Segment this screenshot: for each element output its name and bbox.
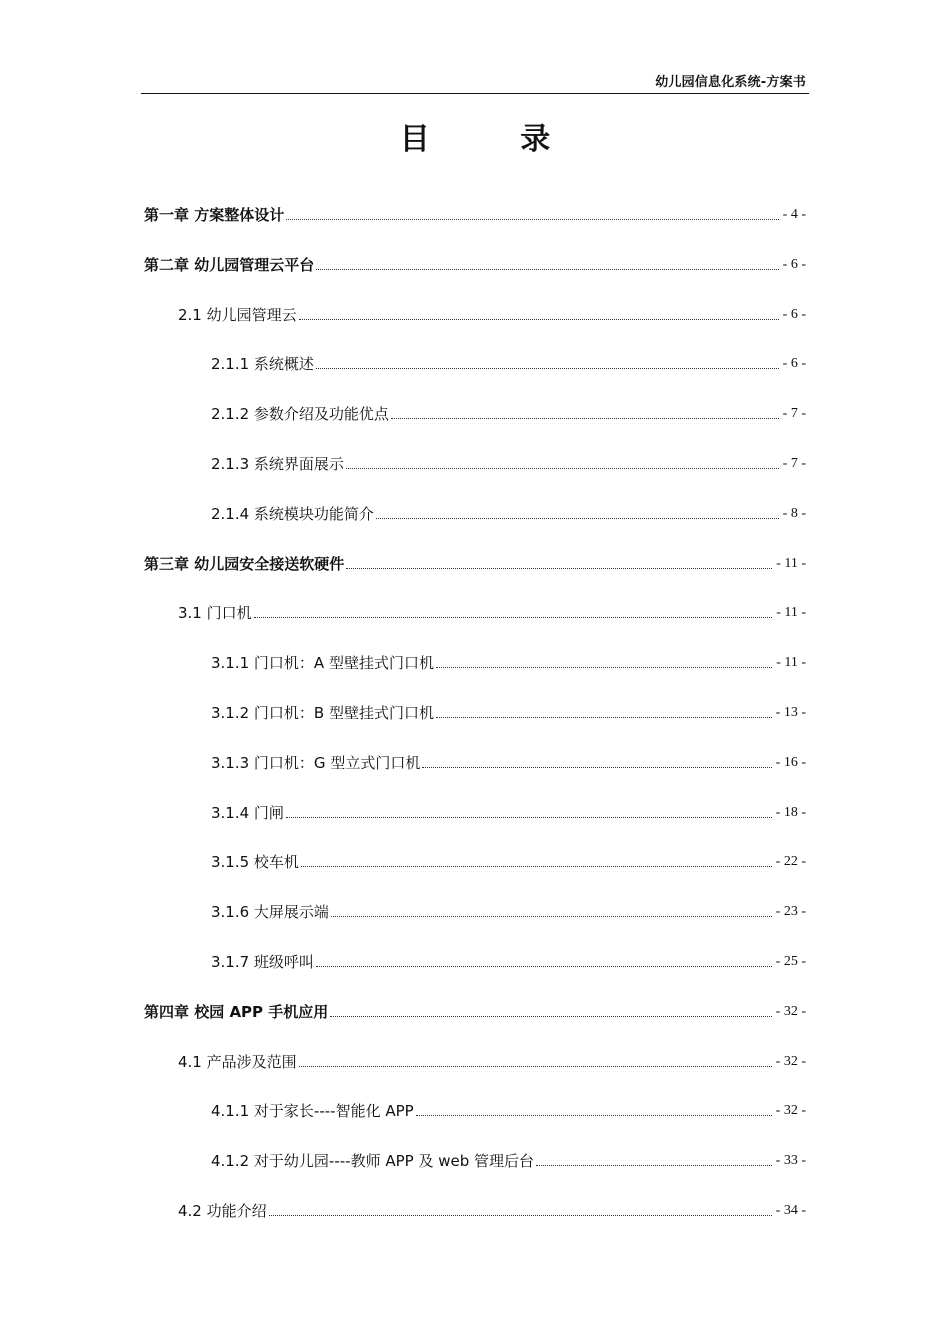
toc-entry-label: 第二章 幼儿园管理云平台	[144, 256, 315, 274]
toc-entry-label: 第一章 方案整体设计	[144, 206, 285, 224]
toc-dot-leader	[436, 717, 772, 718]
toc-entry[interactable]	[178, 1197, 806, 1221]
toc-entry-label: 3.1.7 班级呼叫	[211, 953, 314, 971]
toc-entry-label: 2.1.2 参数介绍及功能优点	[211, 405, 389, 423]
toc-page-number: - 11 -	[776, 605, 806, 620]
toc-page-number: - 8 -	[782, 506, 806, 521]
toc-entry[interactable]	[144, 201, 806, 225]
toc-entry-label: 2.1.1 系统概述	[211, 355, 314, 373]
toc-entry-label: 3.1 门口机	[178, 604, 252, 622]
page-title: 目 录	[399, 122, 591, 157]
toc-entry[interactable]	[211, 799, 806, 823]
toc-page-number: - 18 -	[775, 805, 806, 820]
toc-dot-leader	[286, 219, 778, 220]
toc-page-number: - 23 -	[775, 904, 806, 919]
toc-entry[interactable]	[211, 350, 806, 374]
toc-entry-label: 4.2 功能介绍	[178, 1202, 267, 1220]
toc-entry[interactable]	[211, 848, 806, 872]
toc-entry[interactable]	[178, 301, 806, 325]
toc-page-number: - 25 -	[775, 954, 806, 969]
toc-page-number: - 7 -	[782, 456, 806, 471]
toc-dot-leader	[316, 269, 778, 270]
toc-dot-leader	[301, 866, 772, 867]
toc-entry-label: 3.1.2 门口机：B 型壁挂式门口机	[211, 704, 434, 722]
toc-entry[interactable]	[211, 948, 806, 972]
running-header: 幼儿园信息化系统-方案书	[655, 75, 806, 90]
toc-entry[interactable]	[178, 599, 806, 623]
toc-entry-label: 第四章 校园 APP 手机应用	[144, 1003, 329, 1021]
toc-dot-leader	[376, 518, 779, 519]
toc-page-number: - 4 -	[782, 207, 806, 222]
toc-dot-leader	[391, 418, 779, 419]
toc-dot-leader	[299, 319, 779, 320]
toc-entry-label: 2.1.4 系统模块功能简介	[211, 505, 374, 523]
toc-page-number: - 16 -	[775, 755, 806, 770]
toc-entry-label: 4.1.2 对于幼儿园----教师 APP 及 web 管理后台	[211, 1152, 535, 1170]
toc-page-number: - 32 -	[775, 1054, 806, 1069]
toc-dot-leader	[330, 1016, 771, 1017]
toc-dot-leader	[286, 817, 772, 818]
toc-entry-label: 2.1 幼儿园管理云	[178, 306, 297, 324]
toc-dot-leader	[299, 1066, 772, 1067]
header-divider	[141, 93, 809, 94]
toc-entry-label: 3.1.6 大屏展示端	[211, 903, 329, 921]
toc-page-number: - 6 -	[782, 257, 806, 272]
toc-entry[interactable]	[211, 649, 806, 673]
toc-dot-leader	[346, 468, 779, 469]
toc-entry[interactable]	[144, 998, 806, 1022]
toc-entry[interactable]	[178, 1048, 806, 1072]
toc-entry[interactable]	[144, 251, 806, 275]
toc-page-number: - 33 -	[775, 1153, 806, 1168]
toc-entry[interactable]	[211, 1097, 806, 1121]
toc-page-number: - 6 -	[782, 307, 806, 322]
toc-entry-label: 3.1.5 校车机	[211, 853, 299, 871]
toc-dot-leader	[269, 1215, 772, 1216]
toc-page-number: - 11 -	[776, 556, 806, 571]
toc-dot-leader	[316, 966, 772, 967]
toc-entry-label: 3.1.1 门口机：A 型壁挂式门口机	[211, 654, 434, 672]
toc-entry[interactable]	[211, 1147, 806, 1171]
toc-entry-label: 3.1.4 门闸	[211, 804, 284, 822]
toc-dot-leader	[436, 667, 772, 668]
toc-dot-leader	[331, 916, 772, 917]
toc-entry-label: 第三章 幼儿园安全接送软硬件	[144, 555, 345, 573]
toc-page-number: - 34 -	[775, 1203, 806, 1218]
toc-entry[interactable]	[211, 500, 806, 524]
toc-entry-label: 4.1.1 对于家长----智能化 APP	[211, 1102, 414, 1120]
toc-entry[interactable]	[211, 898, 806, 922]
toc-dot-leader	[536, 1165, 772, 1166]
toc-entry[interactable]	[211, 400, 806, 424]
toc-page-number: - 22 -	[775, 854, 806, 869]
toc-entry[interactable]	[211, 450, 806, 474]
toc-dot-leader	[416, 1115, 772, 1116]
toc-page-number: - 6 -	[782, 356, 806, 371]
toc-entry-label: 3.1.3 门口机：G 型立式门口机	[211, 754, 421, 772]
toc-page-number: - 7 -	[782, 406, 806, 421]
toc-entry[interactable]	[144, 550, 806, 574]
toc-page-number: - 11 -	[776, 655, 806, 670]
toc-entry[interactable]	[211, 749, 806, 773]
toc-dot-leader	[254, 617, 773, 618]
toc-dot-leader	[422, 767, 771, 768]
toc-entry-label: 2.1.3 系统界面展示	[211, 455, 344, 473]
toc-page-number: - 32 -	[775, 1004, 806, 1019]
toc-dot-leader	[316, 368, 779, 369]
toc-page-number: - 13 -	[775, 705, 806, 720]
toc-entry[interactable]	[211, 699, 806, 723]
toc-entry-label: 4.1 产品涉及范围	[178, 1053, 297, 1071]
toc-page-number: - 32 -	[775, 1103, 806, 1118]
toc-dot-leader	[346, 568, 772, 569]
